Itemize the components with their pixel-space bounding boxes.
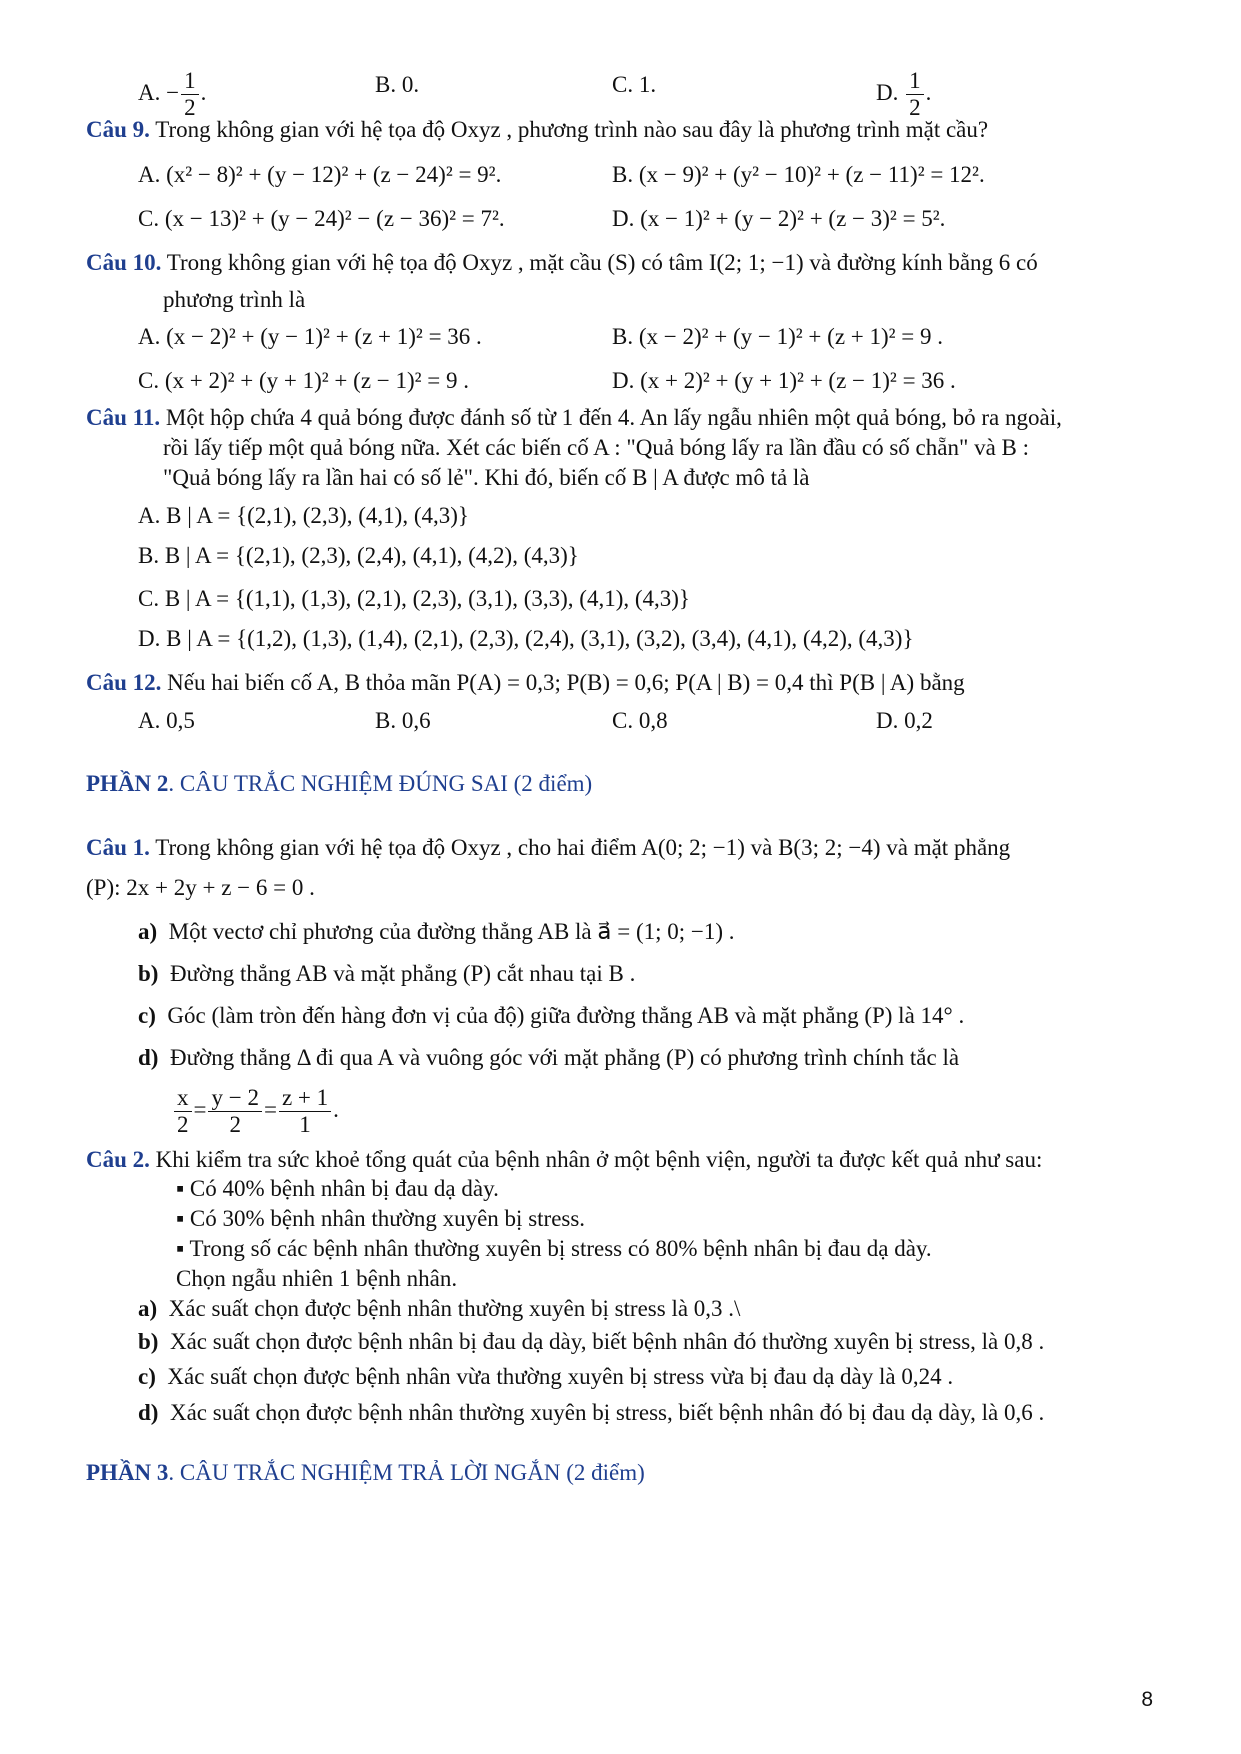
q11-option-b: B. B | A = {(2,1), (2,3), (2,4), (4,1), (4,2), (4,3)} (138, 543, 579, 568)
q12-stem: Câu 12. Nếu hai biến cố A, B thỏa mãn P(A) = 0,3; P(B) = 0,6; P(A | B) = 0,4 thì P(B | A) bằng (86, 670, 965, 695)
p2q2-bullet-1: ▪ Có 40% bệnh nhân bị đau dạ dày. (176, 1176, 499, 1201)
p2q2-bullet-2: ▪ Có 30% bệnh nhân thường xuyên bị stress. (176, 1206, 586, 1231)
q12-option-b: B. 0,6 (375, 708, 431, 733)
page-number: 8 (1141, 1688, 1153, 1711)
q11-option-d: D. B | A = {(1,2), (1,3), (1,4), (2,1), (2,3), (2,4), (3,1), (3,2), (3,4), (4,1), (4,2), (4,3)} (138, 626, 914, 651)
q10-stem: Câu 10. Trong không gian với hệ tọa độ Oxyz , mặt cầu (S) có tâm I(2; 1; −1) và đường kính bằng 6 có (86, 250, 1038, 275)
p2q2-statement-c: c) Xác suất chọn được bệnh nhân vừa thường xuyên bị stress vừa bị đau dạ dày là 0,24 . (138, 1364, 954, 1389)
p2q1-statement-a: a) Một vectơ chỉ phương của đường thẳng AB là a⃗ = (1; 0; −1) . (138, 919, 735, 944)
p2q1-stem-cont: (P): 2x + 2y + z − 6 = 0 . (86, 875, 315, 900)
q9-option-c: C. (x − 13)² + (y − 24)² − (z − 36)² = 7². (138, 206, 505, 231)
q8-option-c: C. 1. (612, 72, 657, 97)
p2q2-choose: Chọn ngẫu nhiên 1 bệnh nhân. (176, 1266, 458, 1291)
q10-label: Câu 10. (86, 250, 162, 275)
p2q1-statement-d: d) Đường thẳng Δ đi qua A và vuông góc với mặt phẳng (P) có phương trình chính tắc là (138, 1045, 960, 1070)
q11-stem: Câu 11. Một hộp chứa 4 quả bóng được đánh số từ 1 đến 4. An lấy ngẫu nhiên một quả bóng, bỏ ra ngoài, (86, 405, 1062, 430)
p2q2-statement-b: b) Xác suất chọn được bệnh nhân bị đau dạ dày, biết bệnh nhân đó thường xuyên bị stress, là 0,8 . (138, 1329, 1045, 1354)
q11-option-c: C. B | A = {(1,1), (1,3), (2,1), (2,3), (3,1), (3,3), (4,1), (4,3)} (138, 586, 690, 611)
p2q2-statement-a: a) Xác suất chọn được bệnh nhân thường xuyên bị stress là 0,3 .\ (138, 1296, 741, 1321)
q8-option-a: A. − $\frac{1}{2}$ . (138, 68, 207, 121)
q12-label: Câu 12. (86, 670, 162, 695)
q11-stem-line3: "Quả bóng lấy ra lần hai có số lẻ". Khi đó, biến cố B | A được mô tả là (163, 465, 810, 490)
p2q1-statement-c: c) Góc (làm tròn đến hàng đơn vị của độ) giữa đường thẳng AB và mặt phẳng (P) là 14° . (138, 1003, 965, 1028)
p2q2-label: Câu 2. (86, 1147, 150, 1172)
part2-heading: PHẦN 2. CÂU TRẮC NGHIỆM ĐÚNG SAI (2 điểm) (86, 771, 593, 796)
q10-option-d: D. (x + 2)² + (y + 1)² + (z − 1)² = 36 . (612, 368, 956, 393)
part3-heading: PHẦN 3. CÂU TRẮC NGHIỆM TRẢ LỜI NGẮN (2 điểm) (86, 1460, 645, 1485)
q9-option-d: D. (x − 1)² + (y − 2)² + (z − 3)² = 5². (612, 206, 946, 231)
q9-stem: Câu 9. Trong không gian với hệ tọa độ Oxyz , phương trình nào sau đây là phương trình mặt cầu? (86, 117, 989, 142)
q10-stem-cont: phương trình là (163, 287, 306, 312)
q12-option-d: D. 0,2 (876, 708, 933, 733)
q12-option-c: C. 0,8 (612, 708, 668, 733)
p2q1-equation: $\frac{x}{2}$ = $\frac{y - 2}{2}$ = $\frac{z + 1}{1}$ . (172, 1085, 339, 1139)
p2q1-label: Câu 1. (86, 835, 150, 860)
q9-label: Câu 9. (86, 117, 150, 142)
q10-option-c: C. (x + 2)² + (y + 1)² + (z − 1)² = 9 . (138, 368, 470, 393)
q9-option-b: B. (x − 9)² + (y² − 10)² + (z − 11)² = 12². (612, 162, 985, 187)
q9-option-a: A. (x² − 8)² + (y − 12)² + (z − 24)² = 9². (138, 162, 502, 187)
q11-stem-line2: rồi lấy tiếp một quả bóng nữa. Xét các biến cố A : "Quả bóng lấy ra lần đầu có số chẵn" và B : (163, 435, 1030, 460)
q10-option-a: A. (x − 2)² + (y − 1)² + (z + 1)² = 36 . (138, 324, 482, 349)
p2q2-stem: Câu 2. Khi kiểm tra sức khoẻ tổng quát của bệnh nhân ở một bệnh viện, người ta được kết quả như sau: (86, 1147, 1043, 1172)
q11-label: Câu 11. (86, 405, 161, 430)
q10-option-b: B. (x − 2)² + (y − 1)² + (z + 1)² = 9 . (612, 324, 944, 349)
q8-option-b: B. 0. (375, 72, 420, 97)
q12-option-a: A. 0,5 (138, 708, 195, 733)
p2q2-statement-d: d) Xác suất chọn được bệnh nhân thường xuyên bị stress, biết bệnh nhân đó bị đau dạ dày, là 0,6 . (138, 1400, 1045, 1425)
p2q1-stem: Câu 1. Trong không gian với hệ tọa độ Oxyz , cho hai điểm A(0; 2; −1) và B(3; 2; −4) và mặt phẳng (86, 835, 1011, 860)
p2q2-bullet-3: ▪ Trong số các bệnh nhân thường xuyên bị stress có 80% bệnh nhân bị đau dạ dày. (176, 1236, 932, 1261)
q8-option-d: D. $\frac{1}{2}$ . (876, 68, 932, 121)
p2q1-statement-b: b) Đường thẳng AB và mặt phẳng (P) cắt nhau tại B . (138, 961, 636, 986)
q11-option-a: A. B | A = {(2,1), (2,3), (4,1), (4,3)} (138, 503, 469, 528)
